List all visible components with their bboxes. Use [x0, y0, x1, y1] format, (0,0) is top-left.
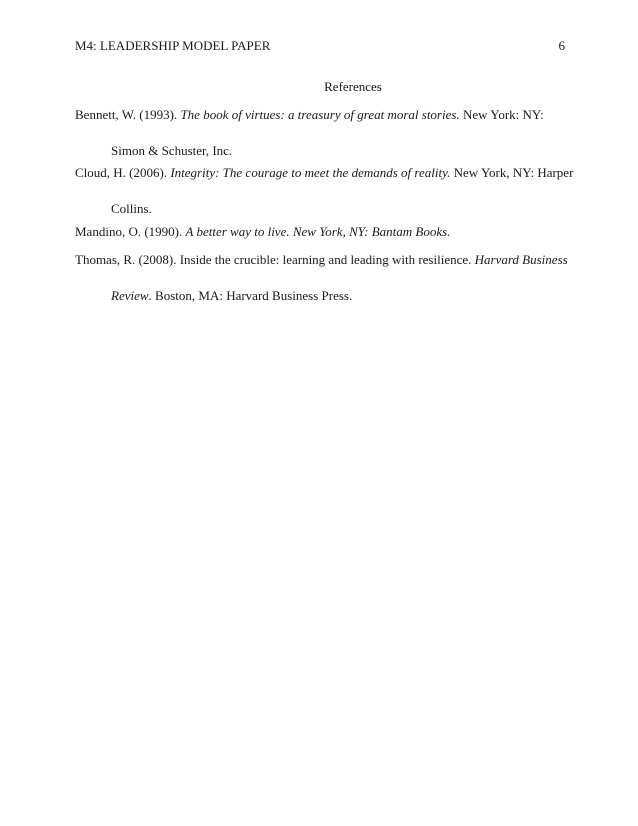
reference-title: Harvard Business	[474, 252, 568, 267]
reference-text: Collins.	[111, 201, 152, 216]
reference-continuation	[111, 143, 232, 159]
reference-entry-thomas	[75, 252, 575, 303]
reference-text: Mandino, O. (1990).	[75, 224, 186, 239]
references-heading	[0, 79, 638, 95]
reference-text: New York: NY:	[459, 107, 544, 122]
reference-entry-bennett	[75, 107, 575, 158]
reference-text: . Boston, MA: Harvard Business Press.	[148, 288, 353, 303]
reference-title: A better way to live. New York, NY: Bantam Books.	[185, 224, 451, 239]
running-head	[75, 38, 565, 56]
reference-entry-mandino	[75, 224, 575, 240]
reference-title: Integrity: The courage to meet the demands of reality.	[170, 165, 451, 180]
reference-entry-cloud	[75, 165, 575, 216]
reference-continuation	[111, 201, 152, 217]
page-number: 6	[558, 38, 565, 53]
reference-text: New York, NY: Harper	[450, 165, 574, 180]
reference-text: Thomas, R. (2008). Inside the crucible: learning and leading with resilience.	[75, 252, 475, 267]
reference-text: Simon & Schuster, Inc.	[111, 143, 233, 158]
reference-text: Bennett, W. (1993).	[75, 107, 181, 122]
reference-continuation	[111, 288, 352, 304]
reference-text: Cloud, H. (2006).	[75, 165, 171, 180]
reference-title: The book of virtues: a treasury of great moral stories.	[180, 107, 460, 122]
reference-journal: Review	[111, 288, 149, 303]
references-heading-text: References	[324, 79, 382, 94]
running-title: M4: LEADERSHIP MODEL PAPER	[75, 38, 271, 53]
